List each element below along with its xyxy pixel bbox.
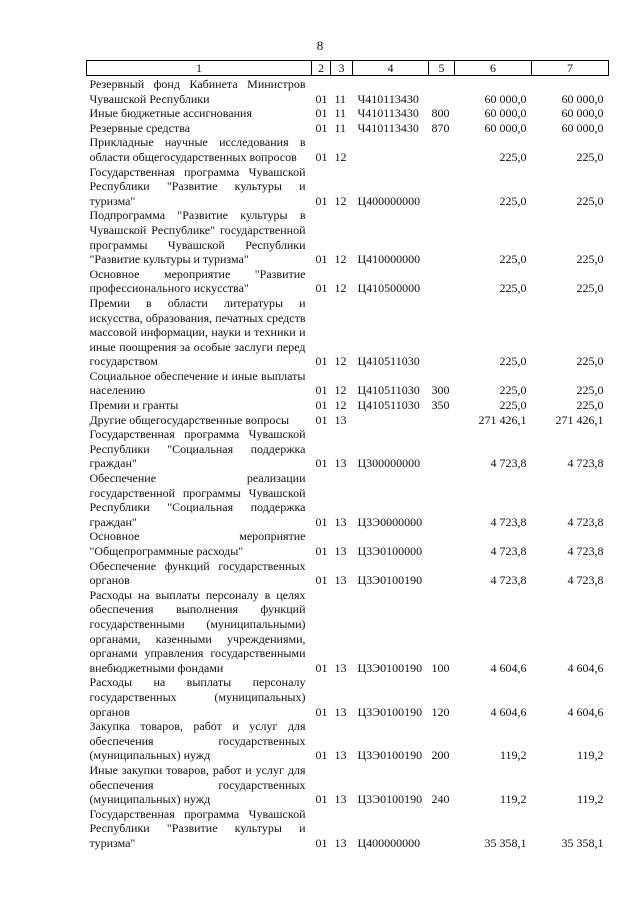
row-name: Премии в области литературы и искусства, образования, печатных средств массовой информации, науки и техники и иные поощрения за особые заслуги перед государством — [89, 295, 306, 369]
table-row — [87, 427, 609, 471]
row-section: 01 — [315, 660, 328, 675]
row-target-article: Ч410113430 — [357, 91, 419, 106]
row-target-article: Ц410000000 — [357, 252, 421, 267]
row-expense-type — [429, 208, 455, 266]
row-name: Государственная программа Чувашской Республики "Социальная поддержка граждан" — [89, 427, 306, 471]
row-amount-year2: 225,0 — [576, 398, 604, 413]
row-name: Премии и гранты — [89, 398, 179, 413]
row-subsection: 11 — [334, 120, 347, 135]
row-amount-year1: 225,0 — [499, 354, 527, 369]
row-name: Основное мероприятие "Общепрограммные расходы" — [89, 529, 306, 558]
row-section: 01 — [315, 704, 328, 719]
row-amount-year1: 225,0 — [499, 383, 527, 398]
row-amount-year2: 60 000,0 — [561, 91, 604, 106]
row-name: Иные бюджетные ассигнования — [89, 106, 252, 121]
row-target-article: Ц3Э0100190 — [357, 660, 423, 675]
row-amount-year2: 119,2 — [576, 748, 604, 763]
row-name: Подпрограмма "Развитие культуры в Чувашской Республике" государственной программы Чувашской Республики "Развитие культуры и туризма" — [89, 208, 306, 267]
row-target-article: Ц3Э0100190 — [357, 573, 423, 588]
table-row — [87, 675, 609, 719]
row-section: 01 — [315, 281, 328, 296]
table-row — [87, 719, 609, 763]
budget-table — [86, 60, 609, 850]
table-row — [87, 76, 609, 107]
row-subsection: 12 — [334, 149, 347, 164]
row-target-article: Ц410511030 — [357, 398, 420, 413]
row-target-article: Ц3Э0100190 — [357, 792, 423, 807]
row-target-article: Ч410113430 — [357, 106, 419, 121]
row-name: Прикладные научные исследования в области общегосударственных вопросов — [89, 135, 306, 164]
row-amount-year1: 60 000,0 — [484, 91, 527, 106]
table-row — [87, 135, 609, 164]
table-row — [87, 588, 609, 676]
row-name: Расходы на выплаты персоналу государственных (муниципальных) органов — [89, 675, 306, 719]
row-expense-type — [429, 413, 455, 428]
table-row — [87, 106, 609, 121]
row-section: 01 — [315, 106, 328, 121]
row-expense-type — [429, 807, 455, 851]
row-amount-year2: 4 723,8 — [567, 573, 604, 588]
row-expense-type — [429, 165, 455, 209]
row-expense-type — [429, 529, 455, 558]
row-target-article: Ч410113430 — [357, 120, 419, 135]
row-amount-year2: 4 604,6 — [567, 704, 604, 719]
row-target-article: Ц410511030 — [357, 354, 420, 369]
row-amount-year1: 119,2 — [499, 792, 527, 807]
row-section: 01 — [315, 835, 328, 850]
row-amount-year2: 225,0 — [576, 193, 604, 208]
table-row — [87, 267, 609, 296]
row-target-article: Ц400000000 — [357, 835, 421, 850]
row-subsection: 13 — [334, 514, 347, 529]
row-amount-year1: 225,0 — [499, 252, 527, 267]
row-section: 01 — [315, 398, 328, 413]
table-row — [87, 529, 609, 558]
row-amount-year2: 4 723,8 — [567, 514, 604, 529]
table-row — [87, 296, 609, 369]
row-expense-type — [429, 427, 455, 471]
row-name: Основное мероприятие "Развитие профессионального искусства" — [89, 266, 306, 296]
table-row — [87, 471, 609, 529]
row-expense-type: 800 — [431, 106, 450, 121]
row-expense-type: 350 — [431, 398, 450, 413]
row-name: Закупка товаров, работ и услуг для обеспечения государственных (муниципальных) нужд — [89, 719, 306, 763]
row-subsection: 12 — [334, 252, 347, 267]
row-amount-year2: 4 604,6 — [567, 660, 604, 675]
row-amount-year1: 35 358,1 — [484, 835, 527, 850]
row-subsection: 12 — [334, 354, 347, 369]
row-amount-year2: 4 723,8 — [567, 544, 604, 558]
row-amount-year2: 35 358,1 — [561, 835, 604, 850]
table-row — [87, 121, 609, 136]
table-row — [87, 208, 609, 266]
row-name: Резервный фонд Кабинета Министров Чувашской Республики — [89, 77, 306, 106]
row-target-article: Ц410511030 — [357, 383, 420, 398]
row-amount-year2: 60 000,0 — [561, 106, 604, 121]
row-amount-year2: 4 723,8 — [567, 456, 604, 471]
row-expense-type: 240 — [431, 792, 450, 807]
page-number: 8 — [316, 38, 324, 53]
column-header: 2 — [312, 61, 331, 76]
row-target-article: Ц3Э0000000 — [357, 514, 423, 529]
row-amount-year1: 4 723,8 — [490, 544, 527, 558]
row-subsection: 13 — [334, 412, 347, 427]
row-expense-type: 100 — [431, 660, 450, 675]
row-target-article: Ц3Э0100190 — [357, 748, 423, 763]
row-name: Государственная программа Чувашской Республики "Развитие культуры и туризма" — [89, 164, 306, 208]
row-section: 01 — [315, 354, 328, 369]
row-name: Резервные средства — [89, 120, 191, 135]
row-amount-year1: 4 604,6 — [490, 660, 527, 675]
row-subsection: 13 — [334, 456, 347, 471]
row-name: Социальное обеспечение и иные выплаты населению — [89, 368, 306, 398]
column-header: 6 — [455, 61, 532, 76]
row-expense-type — [429, 135, 455, 164]
row-expense-type — [429, 267, 455, 296]
row-expense-type — [429, 76, 455, 107]
row-target-article — [353, 135, 429, 164]
table-row — [87, 413, 609, 428]
row-subsection: 13 — [334, 544, 347, 558]
row-section: 01 — [315, 792, 328, 807]
row-amount-year1: 4 723,8 — [490, 456, 527, 471]
table-row — [87, 165, 609, 209]
table-row — [87, 559, 609, 588]
row-amount-year1: 60 000,0 — [484, 120, 527, 135]
row-subsection: 13 — [334, 748, 347, 763]
row-amount-year2: 271 426,1 — [555, 412, 604, 427]
header-row — [87, 61, 609, 76]
row-section: 01 — [315, 383, 328, 398]
row-name: Обеспечение функций государственных органов — [89, 558, 306, 588]
row-subsection: 12 — [334, 281, 347, 296]
row-target-article: Ц400000000 — [357, 193, 421, 208]
row-expense-type — [429, 559, 455, 588]
row-amount-year1: 60 000,0 — [484, 106, 527, 121]
row-name: Обеспечение реализации государственной программы Чувашской Республики "Социальная поддержка граждан" — [89, 471, 306, 529]
row-name: Расходы на выплаты персоналу в целях обеспечения выполнения функций государственными (муниципальными) органами, казенными учреждениями, органами управления государственными внебюджетными фондами — [89, 587, 306, 675]
row-subsection: 12 — [334, 383, 347, 398]
row-subsection: 13 — [334, 573, 347, 588]
row-section: 01 — [315, 748, 328, 763]
row-amount-year1: 4 723,8 — [490, 514, 527, 529]
row-amount-year2: 225,0 — [576, 354, 604, 369]
row-amount-year1: 271 426,1 — [478, 412, 527, 427]
row-amount-year1: 225,0 — [499, 281, 527, 296]
row-expense-type: 300 — [431, 383, 450, 398]
row-expense-type — [429, 471, 455, 529]
row-target-article — [353, 413, 429, 428]
column-header: 7 — [532, 61, 609, 76]
row-amount-year1: 4 723,8 — [490, 573, 527, 588]
row-section: 01 — [315, 120, 328, 135]
row-amount-year2: 225,0 — [576, 383, 604, 398]
row-section: 01 — [315, 456, 328, 471]
table-row — [87, 807, 609, 851]
row-expense-type: 200 — [431, 748, 450, 763]
row-amount-year2: 225,0 — [576, 281, 604, 296]
table-row — [87, 398, 609, 413]
row-amount-year1: 225,0 — [499, 149, 527, 164]
row-target-article: Ц3Э0100000 — [357, 544, 423, 558]
row-section: 01 — [315, 149, 328, 164]
row-target-article: Ц3Э0100190 — [357, 704, 423, 719]
row-section: 01 — [315, 573, 328, 588]
row-section: 01 — [315, 252, 328, 267]
row-subsection: 12 — [334, 398, 347, 413]
row-section: 01 — [315, 514, 328, 529]
column-header: 5 — [429, 61, 455, 76]
row-subsection: 13 — [334, 792, 347, 807]
row-section: 01 — [315, 544, 328, 558]
row-expense-type: 120 — [431, 704, 450, 719]
row-name: Иные закупки товаров, работ и услуг для обеспечения государственных (муниципальных) нужд — [89, 762, 306, 807]
row-target-article: Ц410500000 — [357, 281, 421, 296]
row-amount-year2: 119,2 — [576, 792, 604, 807]
row-amount-year2: 225,0 — [576, 252, 604, 267]
row-amount-year2: 225,0 — [576, 149, 604, 164]
row-subsection: 12 — [334, 193, 347, 208]
row-name: Государственная программа Чувашской Республики "Развитие культуры и туризма" — [89, 806, 306, 850]
row-subsection: 13 — [334, 660, 347, 675]
column-header: 1 — [87, 61, 312, 76]
row-expense-type: 870 — [431, 120, 450, 135]
table-row — [87, 763, 609, 807]
row-target-article: Ц300000000 — [357, 456, 421, 471]
row-amount-year2: 60 000,0 — [561, 120, 604, 135]
row-amount-year1: 225,0 — [499, 398, 527, 413]
row-amount-year1: 225,0 — [499, 193, 527, 208]
column-header: 4 — [353, 61, 429, 76]
row-subsection: 11 — [334, 91, 347, 106]
row-section: 01 — [315, 193, 328, 208]
row-section: 01 — [315, 91, 328, 106]
row-section: 01 — [315, 412, 328, 427]
column-header: 3 — [331, 61, 353, 76]
row-expense-type — [429, 296, 455, 369]
row-subsection: 13 — [334, 835, 347, 850]
row-amount-year1: 4 604,6 — [490, 704, 527, 719]
row-subsection: 11 — [334, 106, 347, 121]
row-subsection: 13 — [334, 704, 347, 719]
row-amount-year1: 119,2 — [499, 748, 527, 763]
table-row — [87, 369, 609, 398]
row-name: Другие общегосударственные вопросы — [89, 412, 290, 427]
